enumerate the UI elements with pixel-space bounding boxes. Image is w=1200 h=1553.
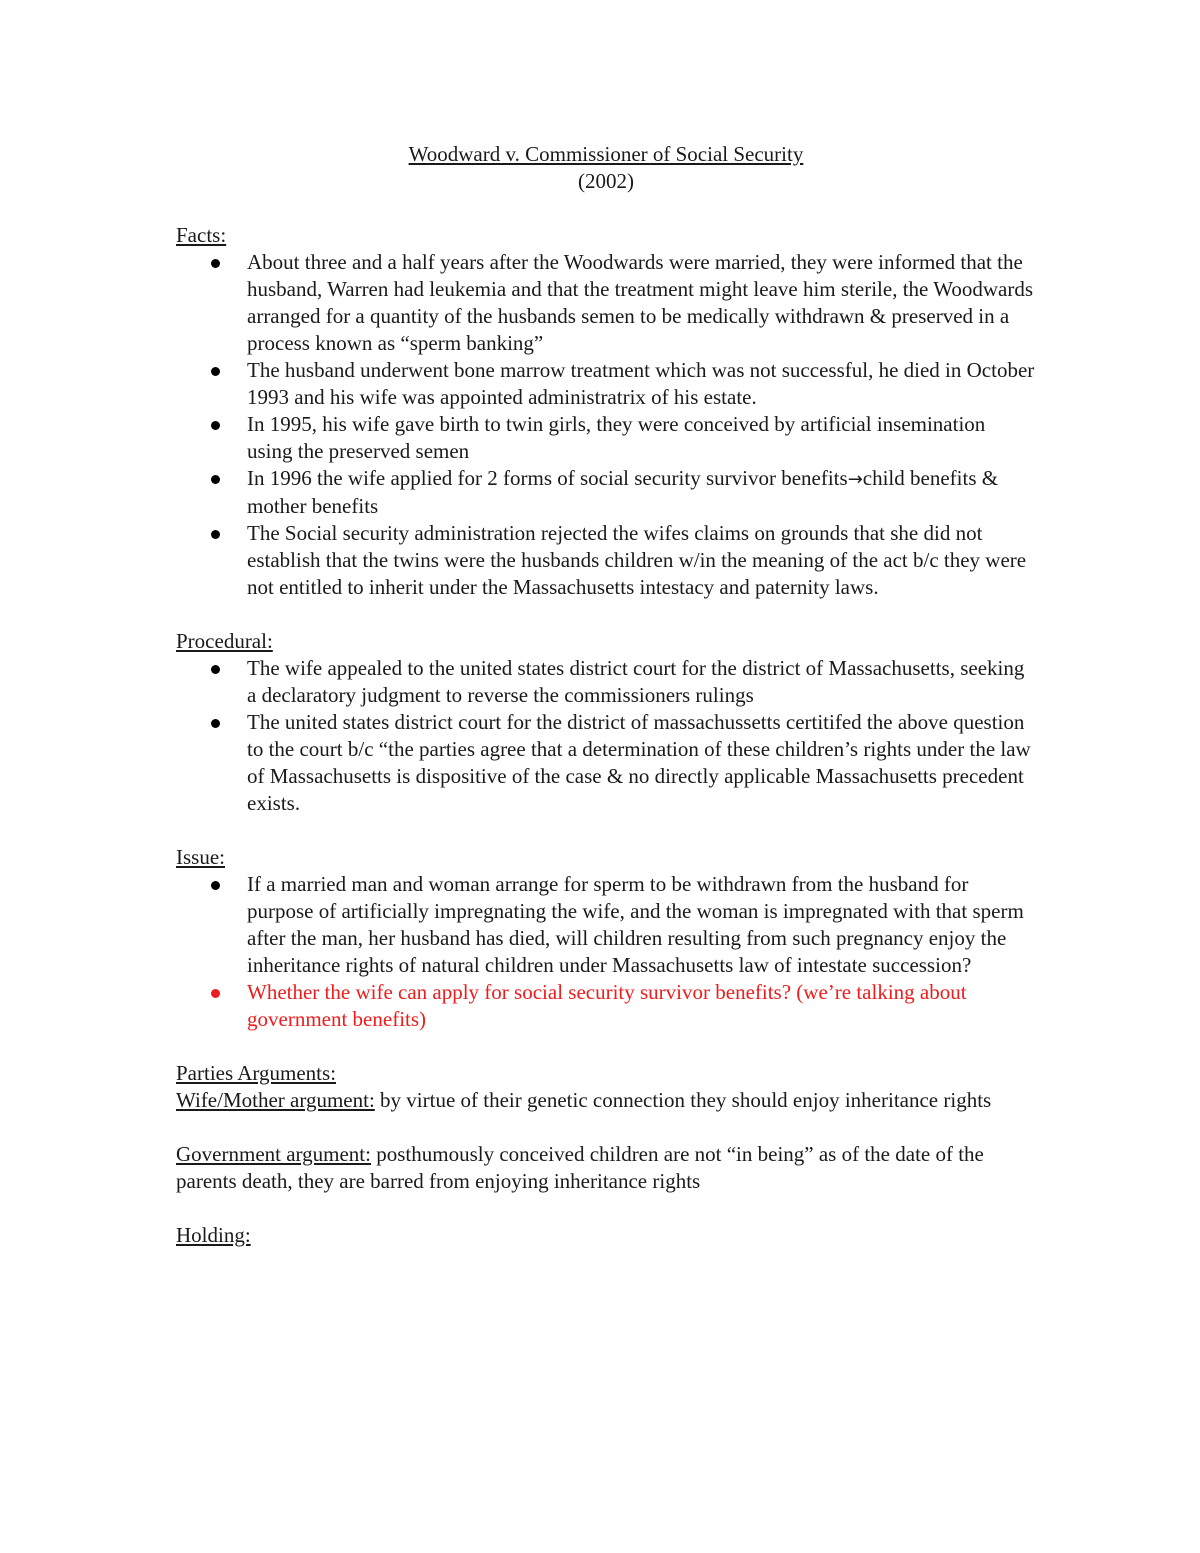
highlighted-issue: Whether the wife can apply for social security survivor benefits? (we’re talking about government benefits): [176, 979, 1036, 1033]
fact-4-text-b: child benefits & mother benefits: [247, 466, 999, 518]
list-item: [176, 465, 1036, 520]
list-item: In 1995, his wife gave birth to twin girls, they were conceived by artificial insemination using the preserved semen: [176, 411, 1036, 465]
facts-list: [176, 249, 1036, 601]
list-item: If a married man and woman arrange for sperm to be withdrawn from the husband for purpose of artificially impregnating the wife, and the woman is impregnated with that sperm after the man, her husband has died, will children resulting from such pregnancy enjoy the inheritance rights of natural children under Massachusetts law of intestate succession?: [176, 871, 1036, 979]
facts-section: [176, 222, 1036, 601]
list-item: The wife appealed to the united states district court for the district of Massachusetts, seeking a declaratory judgment to reverse the commissioners rulings: [176, 655, 1036, 709]
procedural-section: [176, 628, 1036, 817]
list-item: The Social security administration rejected the wifes claims on grounds that she did not establish that the twins were the husbands children w/in the meaning of the act b/c they were not entitled to inherit under the Massachusetts intestacy and paternity laws.: [176, 520, 1036, 601]
issue-list: [176, 871, 1036, 1033]
arguments-heading: Parties Arguments:: [176, 1061, 337, 1085]
case-title: Woodward v. Commissioner of Social Security: [408, 142, 804, 166]
wife-argument: [176, 1087, 1036, 1114]
wife-argument-text: by virtue of their genetic connection they should enjoy inheritance rights: [374, 1088, 992, 1112]
title-block: [176, 141, 1036, 195]
arrow-right-icon: →: [847, 469, 863, 490]
list-item: About three and a half years after the Woodwards were married, they were informed that the husband, Warren had leukemia and that the treatment might leave him sterile, the Woodwards arranged for a quantity of the husbands semen to be medically withdrawn & preserved in a process known as “sperm banking”: [176, 249, 1036, 357]
fact-4-text-a: In 1996 the wife applied for 2 forms of social security survivor benefits: [247, 466, 848, 490]
procedural-list: [176, 655, 1036, 817]
government-argument-label: Government argument:: [176, 1142, 371, 1166]
arguments-section: [176, 1060, 1036, 1195]
government-argument-text: posthumously conceived children are not “in being” as of the date of the parents death, they are barred from enjoying inheritance rights: [176, 1142, 984, 1193]
list-item: The husband underwent bone marrow treatment which was not successful, he died in October 1993 and his wife was appointed administratrix of his estate.: [176, 357, 1036, 411]
issue-heading: Issue:: [176, 845, 225, 869]
facts-heading: Facts:: [176, 223, 227, 247]
wife-argument-label: Wife/Mother argument:: [176, 1088, 375, 1112]
list-item: The united states district court for the district of massachussetts certitifed the above question to the court b/c “the parties agree that a determination of these children’s rights under the law of Massachusetts is dispositive of the case & no directly applicable Massachusetts precedent exists.: [176, 709, 1036, 817]
issue-section: [176, 844, 1036, 1033]
holding-section: [176, 1222, 1036, 1249]
document-page: [176, 141, 1036, 1249]
procedural-heading: Procedural:: [176, 629, 273, 653]
government-argument: [176, 1141, 1036, 1195]
case-year: (2002): [578, 169, 634, 193]
holding-heading: Holding:: [176, 1223, 251, 1247]
